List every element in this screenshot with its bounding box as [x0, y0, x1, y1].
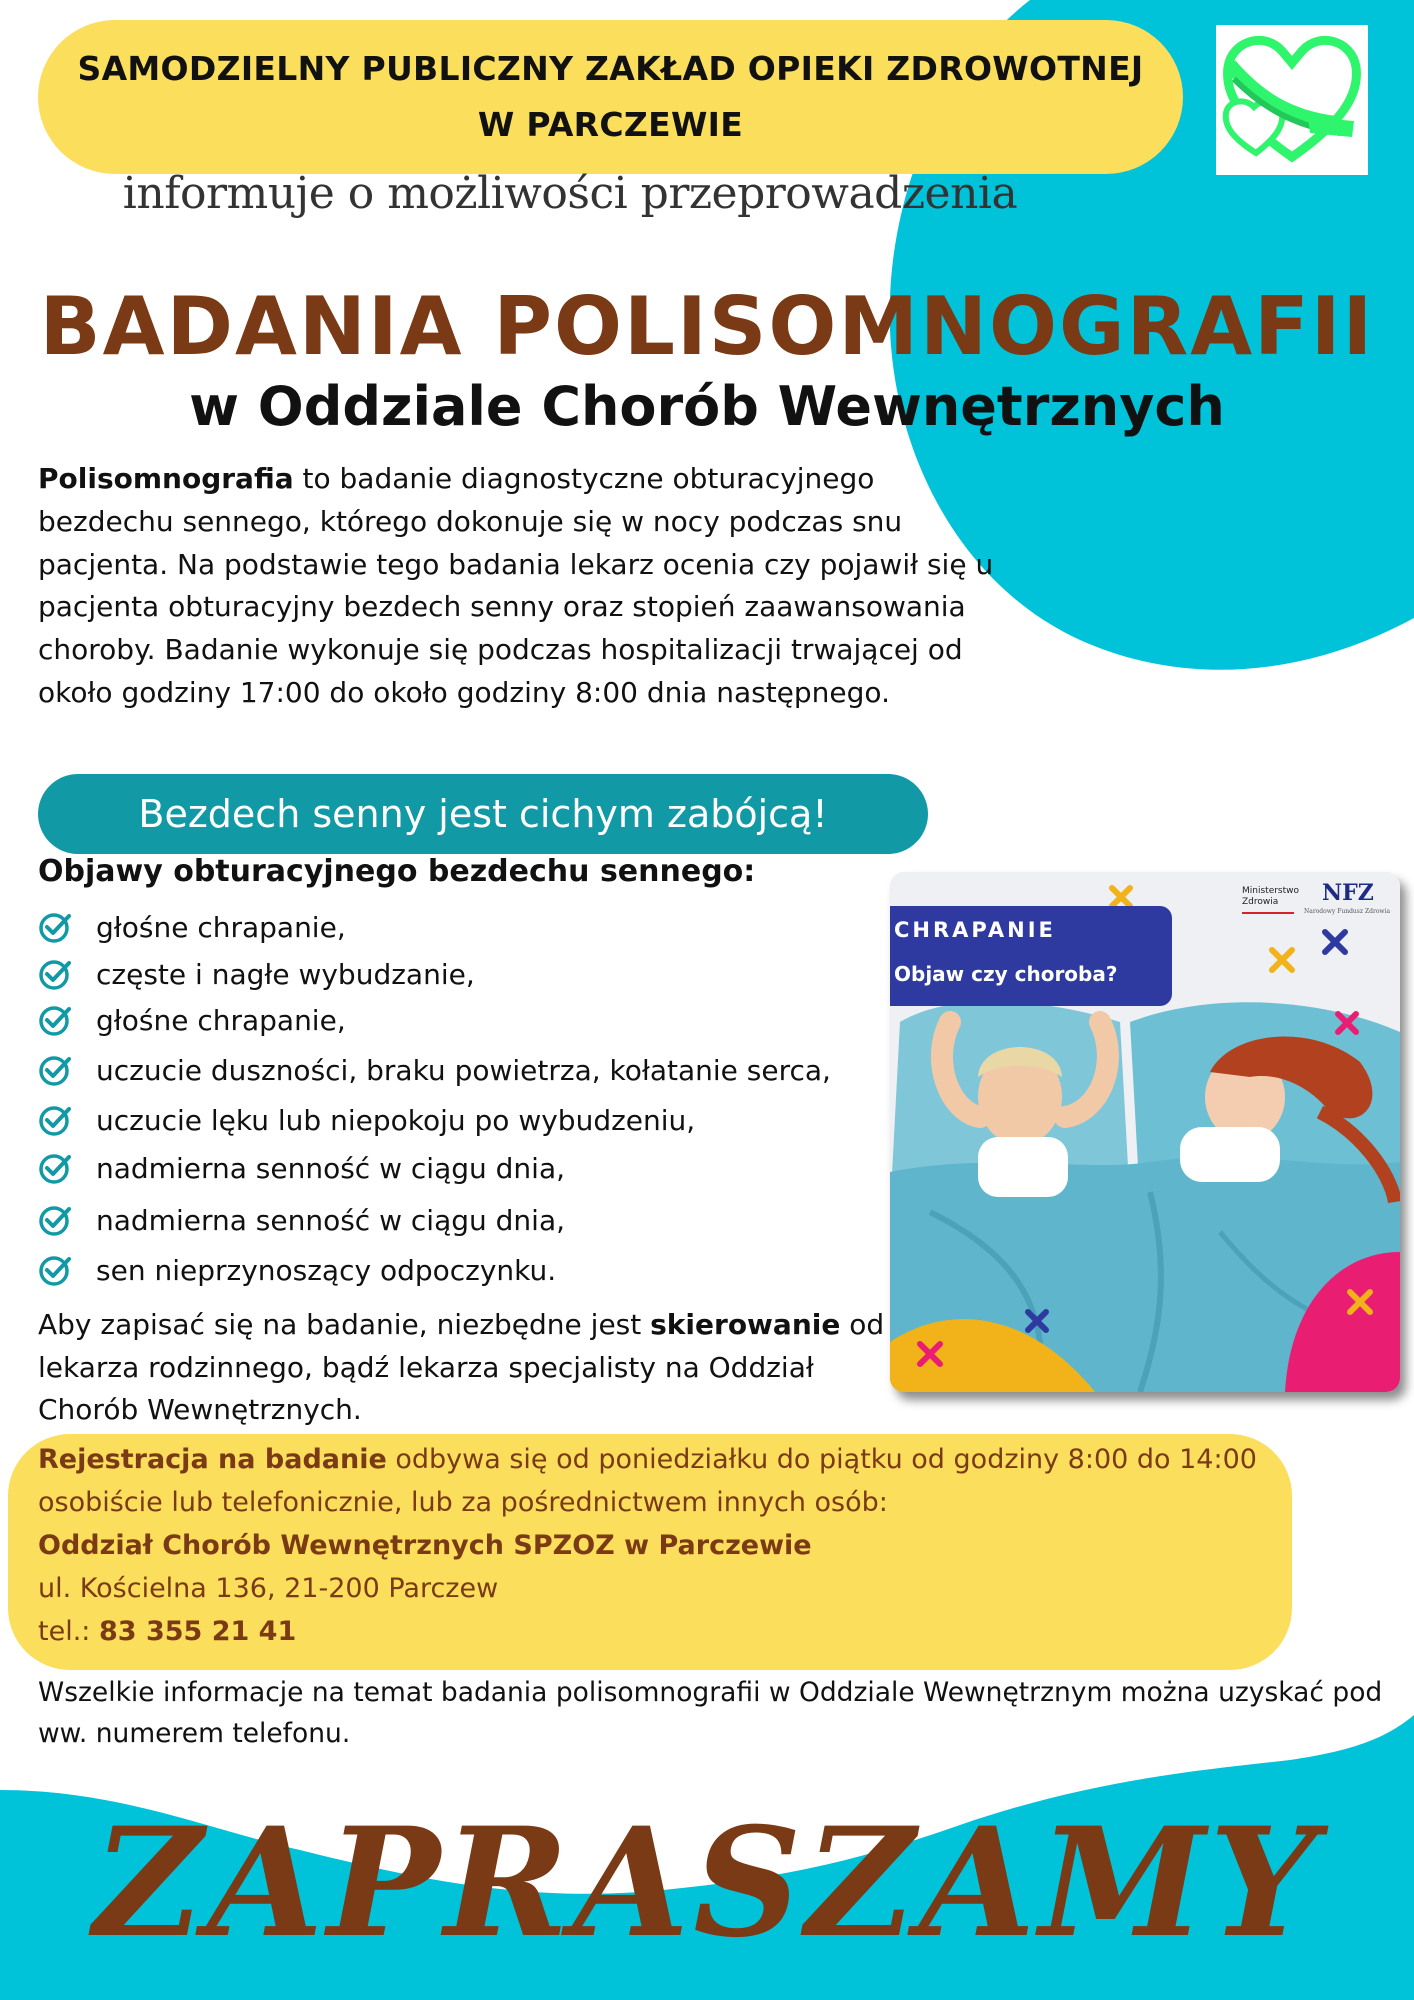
institution-name-line2: W PARCZEWIE — [477, 105, 744, 144]
registration-department: Oddział Chorób Wewnętrznych SPZOZ w Parczewie — [38, 1530, 812, 1561]
snoring-illustration — [890, 872, 1400, 1392]
nfz-logo: NFZ — [1322, 880, 1374, 906]
phone-number[interactable]: 83 355 21 41 — [98, 1616, 297, 1647]
referral-text-after: od lekarza rodzinnego, bądź lekarza specjalisty na Oddział Chorób Wewnętrznych. — [38, 1308, 885, 1426]
phone-label: tel.: — [38, 1616, 99, 1647]
intro-text: to badanie diagnostyczne obturacyjnego bezdechu sennego, którego dokonuje się w nocy podczas snu pacjenta. Na podstawie tego badania lekarz ocenia czy pojawił się u pacjenta obturacyjny bezdech senny oraz stopień zaawansowania choroby. Badanie wykonuje się podczas hospitalizacji trwającej od około godziny 17:00 do około godziny 8:00 dnia następnego. — [38, 462, 994, 709]
referral-keyword: skierowanie — [650, 1308, 841, 1341]
registration-hours: odbywa się od poniedziałku do piątku od godziny 8:00 do 14:00 — [386, 1444, 1257, 1475]
list-item — [38, 907, 346, 947]
check-circle-icon — [38, 1103, 72, 1137]
invitation-heading: ZAPRASZAMY — [93, 1795, 1321, 1971]
registration-heading: Rejestracja na badanie — [38, 1444, 387, 1475]
intro-paragraph — [38, 458, 998, 715]
institution-header — [38, 20, 1183, 174]
illustration-label — [890, 906, 1172, 1006]
check-circle-icon — [38, 957, 72, 991]
nfz-logo-subtitle: Narodowy Fundusz Zdrowia — [1304, 908, 1391, 915]
check-circle-icon — [38, 1203, 72, 1237]
ministry-logo — [1242, 886, 1299, 908]
check-circle-icon — [38, 910, 72, 944]
list-item — [38, 1000, 346, 1040]
referral-paragraph — [38, 1304, 908, 1432]
list-item — [38, 1148, 565, 1188]
check-circle-icon — [38, 1053, 72, 1087]
illustration-label-title: CHRAPANIE — [894, 918, 1056, 942]
warning-banner: Bezdech senny jest cichym zabójcą! — [38, 774, 928, 854]
list-item — [38, 1200, 565, 1240]
ministry-line1: Ministerstwo — [1242, 886, 1300, 896]
check-circle-icon — [38, 1151, 72, 1185]
registration-line1 — [38, 1444, 1257, 1475]
symptom-text: uczucie lęku lub niepokoju po wybudzeniu, — [96, 1103, 696, 1137]
symptom-text: częste i nagłe wybudzanie, — [96, 957, 475, 991]
symptom-text: nadmierna senność w ciągu dnia, — [96, 1151, 566, 1185]
institution-name-line1: SAMODZIELNY PUBLICZNY ZAKŁAD OPIEKI ZDROWOTNEJ — [77, 49, 1144, 88]
page-subtitle: w Oddziale Chorób Wewnętrznych — [189, 375, 1225, 438]
registration-phone-line — [38, 1616, 296, 1647]
list-item — [38, 954, 475, 994]
symptom-text: sen nieprzynoszący odpoczynku. — [96, 1253, 557, 1287]
symptom-text: głośne chrapanie, — [96, 910, 346, 944]
page-title: BADANIA POLISOMNOGRAFII — [39, 280, 1375, 373]
intro-term: Polisomnografia — [38, 462, 294, 495]
symptoms-heading: Objawy obturacyjnego bezdechu sennego: — [38, 854, 756, 889]
illustration-label-question: Objaw czy choroba? — [894, 962, 1118, 986]
registration-line2: osobiście lub telefonicznie, lub za pośrednictwem innych osób: — [38, 1487, 888, 1518]
symptom-text: uczucie duszności, braku powietrza, kołatanie serca, — [96, 1053, 831, 1087]
check-circle-icon — [38, 1003, 72, 1037]
symptom-text: głośne chrapanie, — [96, 1003, 346, 1037]
informs-subtitle: informuje o możliwości przeprowadzenia — [122, 168, 1018, 219]
list-item — [38, 1250, 556, 1290]
check-circle-icon — [38, 1253, 72, 1287]
heart-logo-icon — [1216, 25, 1368, 175]
list-item — [38, 1050, 831, 1090]
registration-address: ul. Kościelna 136, 21-200 Parczew — [38, 1573, 499, 1604]
symptom-text: nadmierna senność w ciągu dnia, — [96, 1203, 566, 1237]
list-item — [38, 1100, 695, 1140]
footer-note: Wszelkie informacje na temat badania polisomnografii w Oddziale Wewnętrznym można uzyskać pod ww. numerem telefonu. — [38, 1677, 1383, 1749]
ministry-underline — [1242, 912, 1294, 914]
referral-text-before: Aby zapisać się na badanie, niezbędne jest — [38, 1308, 651, 1341]
ministry-line2: Zdrowia — [1242, 897, 1279, 907]
